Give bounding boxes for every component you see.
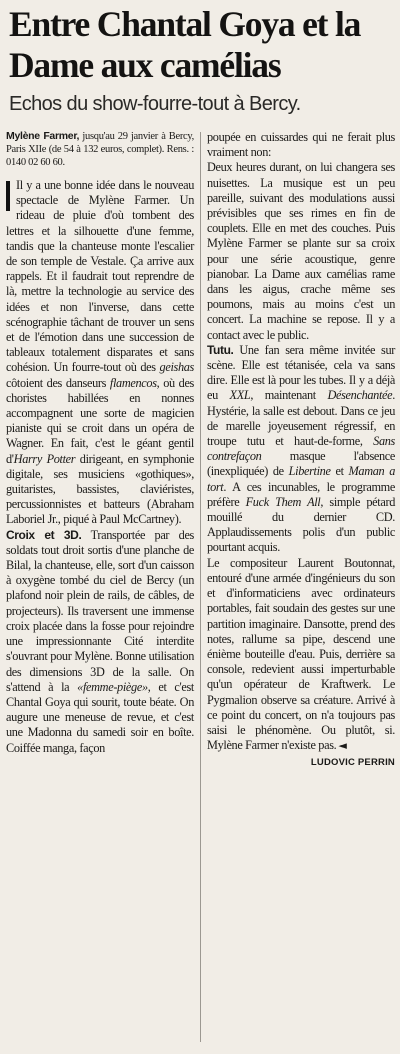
lead-italic-3: Harry Potter xyxy=(13,451,76,466)
lead-text-4: dirigeant, en symphonie digitale, ses musiciens «gothiques», guitaristes, bassistes, claviéristes, percussionnistes et batteurs (Abraham Laboriel Jr., piqué à Paul McCartney). xyxy=(6,451,194,527)
lead-bar xyxy=(6,181,10,211)
lead-text-2: côtoient des danseurs xyxy=(6,375,110,390)
croix-text-2: , et c'est Chantal Goya qui sourit, toute béate. On augure une meneuse de revue, et c'est une Madonna du samedi soir en boîte. Coiffée manga, façon xyxy=(6,679,194,755)
info-details: jusqu'au 29 janvier à Bercy, Paris XIIe (de 54 à 132 euros, complet). Rens. : 0140 02 60 60. xyxy=(6,131,194,168)
column-divider xyxy=(200,132,201,1042)
tutu-italic-6: Fuck Them All xyxy=(245,494,321,509)
right-column xyxy=(207,130,395,771)
paragraph-tutu xyxy=(207,343,395,556)
event-info xyxy=(6,130,194,169)
end-mark-icon: ◄ xyxy=(338,739,347,753)
tutu-italic-2: Désenchantée xyxy=(327,388,393,403)
intertitle-croix: Croix et 3D. xyxy=(6,527,82,542)
paragraph-deux-heures: Deux heures durant, on lui changera ses nuisettes. La musique est un peu pareille, suivant des modulations aussi prévisibles que ses rimes en fin de couplets. Elle en met des couches. Puis Mylène Farmer se plante sur sa croix pour une série acoustique, genre pianobar. La Dame aux camélias rame dans les aigus, crache même ses poumons, mais au moins c'est un concert. La machine se repose. Il y a contact avec le public. xyxy=(207,160,395,342)
boutonnat-text: Le compositeur Laurent Boutonnat, entouré d'une armée d'ingénieurs du son et d'informaticiens avec ordinateurs portables, fait soudain des gestes sur une partition imaginaire. Dansotte, prend des notes, rallume sa pipe, descend une énième bouteille d'eau. Puis, derrière sa console, redevient aussi imperturbable qu'un opérateur de Kraftwerk. Le Pygmalion observe sa créature. Arrivé à ce point du concert, on n'a toujours pas saisi le phénomène. Ou plutôt, si. Mylène Farmer n'existe pas. xyxy=(207,555,395,753)
croix-text: Transportée par des soldats tout droit sortis d'une planche de Bilal, la chanteuse, elle, sort d'un caisson à oxygène tombé du ciel de Bercy (un plafond noir plein de rails, de câbles, de projecteurs). Ils traversent une immense croix placée dans la fosse pour rejoindre une impressionnante Cité interdite s'ouvrant pour Mylène. Bonne utilisation des dimensions 3D de la salle. On s'attend à la xyxy=(6,527,194,694)
croix-italic: «femme-piège» xyxy=(77,679,148,694)
tutu-italic-3: Sans contrefaçon xyxy=(207,434,395,464)
lead-text-3: , où des choristes habillées en nonnes accompagnent une sorte de magicien pianiste qui se croit dans un opéra de Wagner. En fait, c'est le géant gentil d' xyxy=(6,375,194,466)
tutu-text-2: , maintenant xyxy=(250,388,328,403)
paragraph-continued: poupée en cuissardes qui ne ferait plus vraiment non: xyxy=(207,130,395,160)
tutu-text-5: et xyxy=(330,464,349,479)
tutu-text-6: . A ces incunables, le programme préfère xyxy=(207,479,395,509)
paragraph-boutonnat xyxy=(207,555,395,769)
headline: Entre Chantal Goya et la Dame aux camélias xyxy=(9,4,361,85)
paragraph-croix xyxy=(6,528,194,756)
tutu-italic-1: XXL xyxy=(229,388,251,403)
intertitle-tutu: Tutu. xyxy=(207,342,234,357)
subtitle: Echos du show-fourre-tout à Bercy. xyxy=(9,93,301,115)
lead-text: Il y a une bonne idée dans le nouveau spectacle de Mylène Farmer. Un rideau de pluie d'où tombent des lettres et la silhouette d'une femme, tandis que la chanteuse monte l'escalier de son temple de Vestale. Ça arrive aux rappels. Et il faudrait tout reprendre de là, mettre la technologie au service des idées et non l'inverse, dans cette scénographie tâchant de trouver un sens et de l'émotion dans une succession de tableaux totalement disparates et sans cohésion. Un fourre-tout où des xyxy=(6,178,194,375)
tutu-italic-4: Libertine xyxy=(288,464,331,479)
tutu-italic-5: Maman a tort xyxy=(207,464,396,494)
info-name: Mylène Farmer, xyxy=(6,130,80,142)
lead-italic-1: geishas xyxy=(159,360,194,375)
author-signature: LUDOVIC PERRIN xyxy=(310,757,395,769)
tutu-text-3: . Hystérie, la salle est debout. Dans ce jeu de marelle joyeusement régressif, en troupe tutu et haut-de-forme, xyxy=(207,388,395,449)
tutu-text-4: masque l'absence (inexpliquée) de xyxy=(207,449,395,479)
tutu-text-7: , simple pétard mouillé du dernier CD. Applaudissements polis d'un public pourtant acquis. xyxy=(207,494,395,555)
tutu-text: Une fan sera même invitée sur scène. Elle est tétanisée, cela va sans dire. Elle est là pour les tubes. Il y a déjà eu xyxy=(207,342,395,403)
lead-paragraph xyxy=(6,178,194,528)
lead-italic-2: flamencos xyxy=(109,375,157,390)
left-column xyxy=(6,130,194,756)
